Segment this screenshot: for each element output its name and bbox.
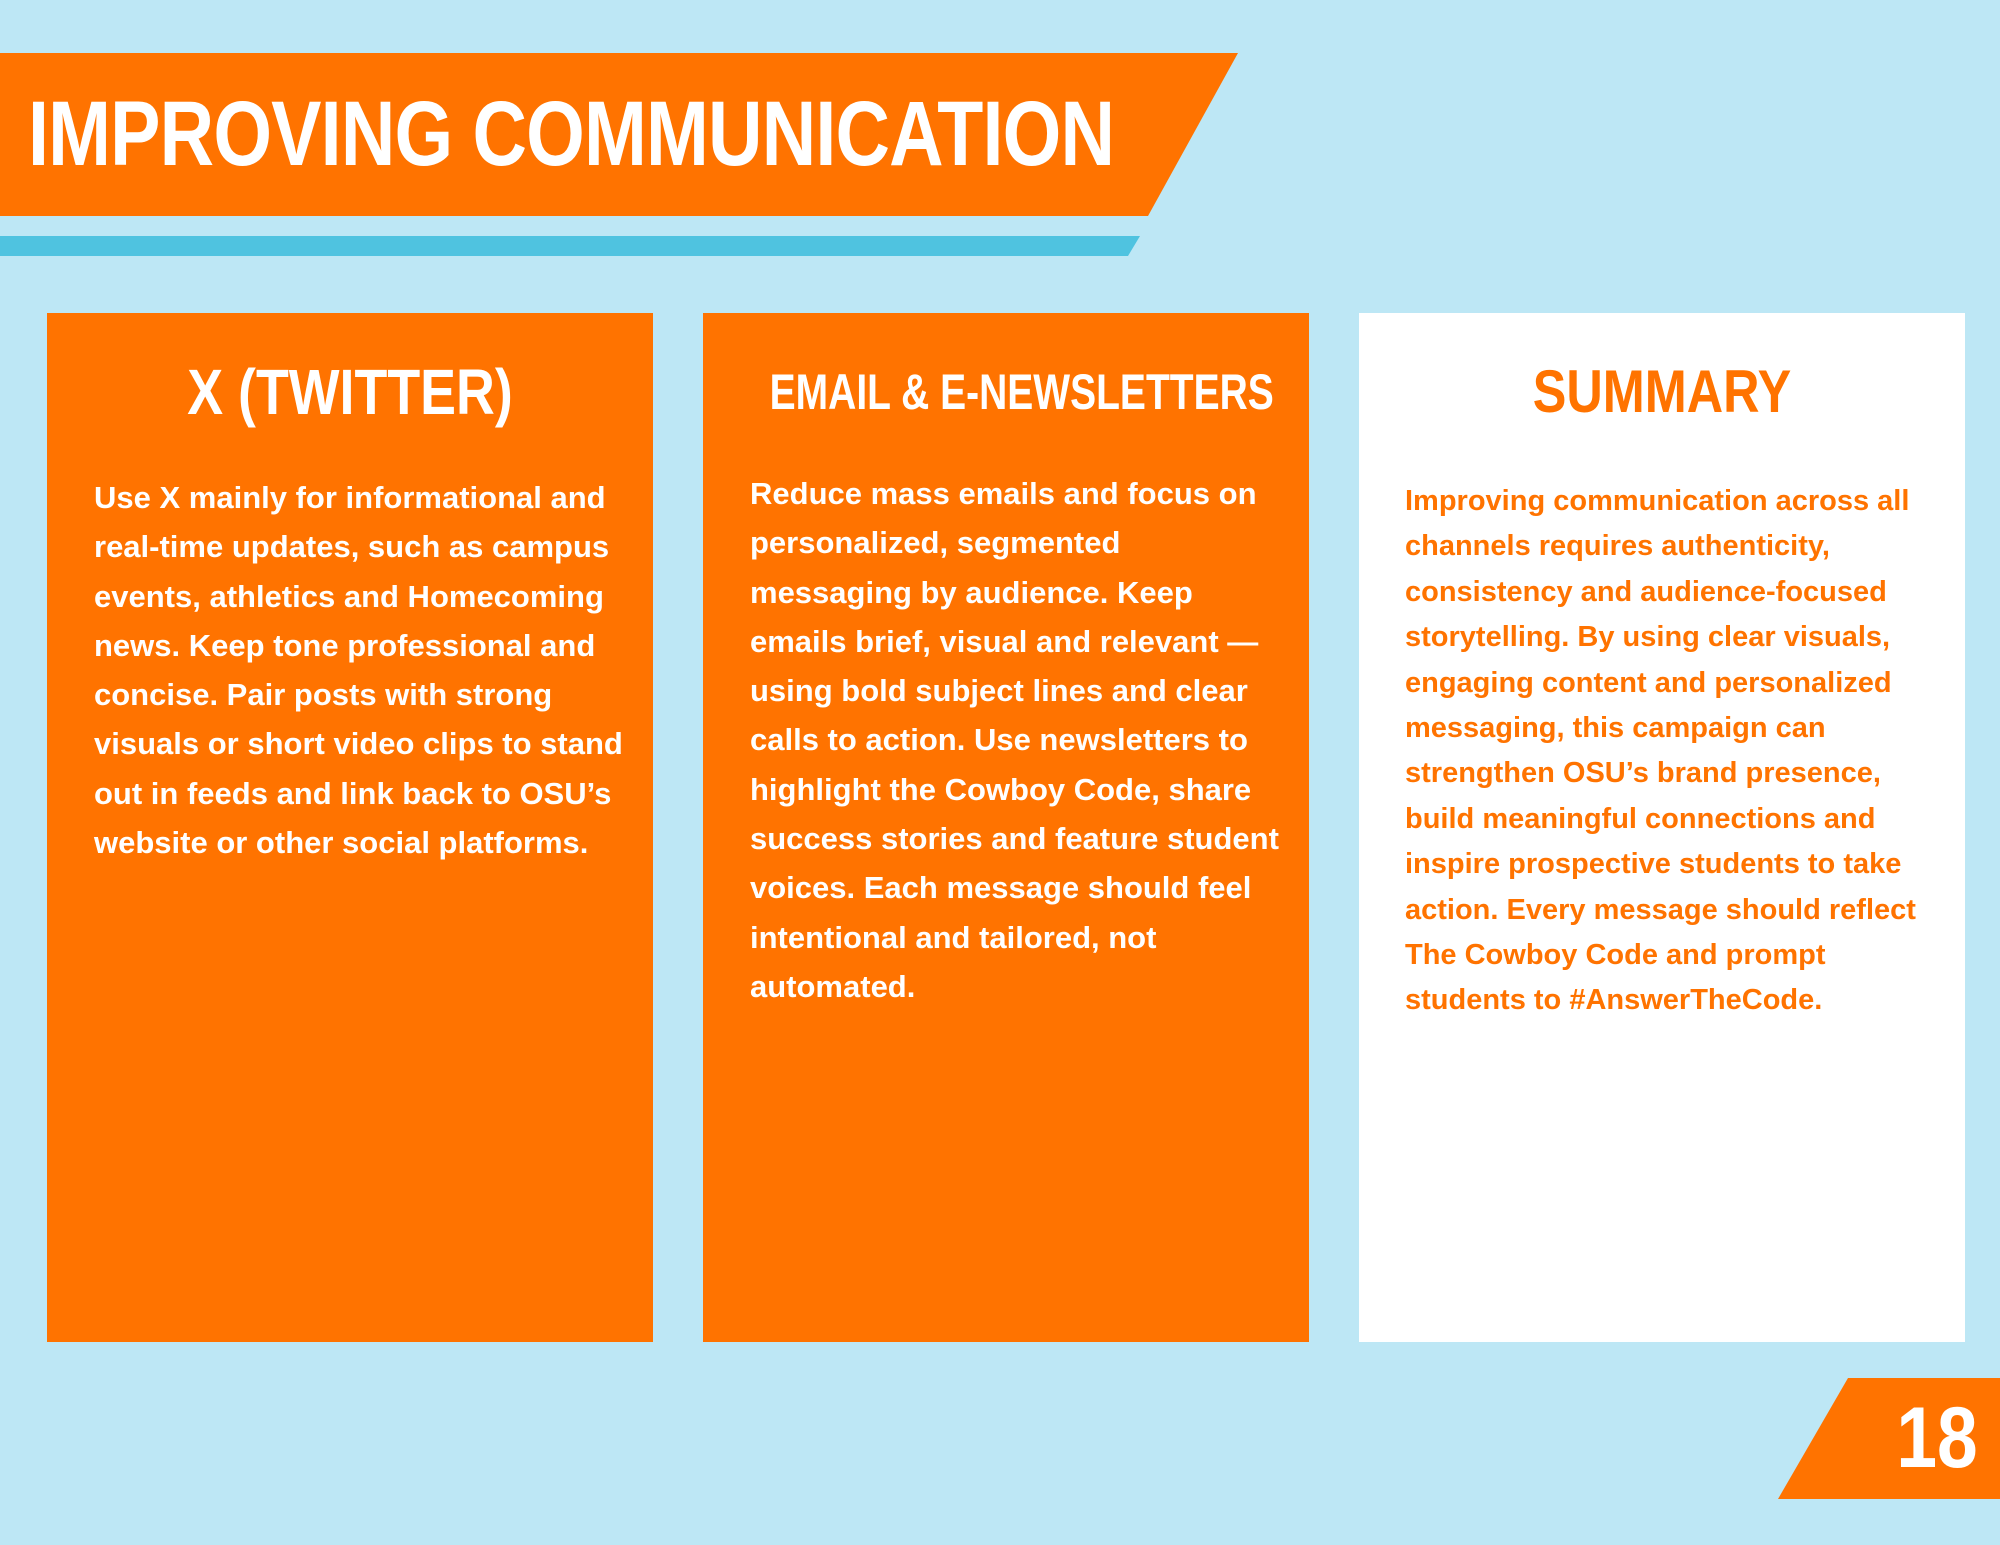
- card-body-twitter: Use X mainly for informational and real-time updates, such as campus events, athletics and Homecoming news. Keep tone professional and concise. Pair posts with strong visuals or short video clips to stand out in feeds and link back to OSU’s website or other social platforms.: [94, 480, 623, 861]
- card-body-summary: Improving communication across all channels requires authenticity, consistency and audience-focused storytelling. By using clear visuals, engaging content and personalized messaging, this campaign can strengthen OSU’s brand presence, build meaningful connections and inspire prospective students to take action. Every message should reflect The Cowboy Code and prompt students to #AnswerTheCode.: [1405, 485, 1916, 1017]
- page-number: 18: [1896, 1390, 1978, 1486]
- card-twitter: [47, 313, 653, 1342]
- card-heading-email-newsletters: EMAIL & E-NEWSLETTERS: [769, 364, 1274, 420]
- page-number-badge: [1778, 1378, 2000, 1499]
- card-heading-twitter: X (TWITTER): [187, 356, 513, 428]
- card-body-email-newsletters: Reduce mass emails and focus on personalized, segmented messaging by audience. Keep emails brief, visual and relevant — using bold subject lines and clear calls to action. Use newsletters to highlight the Cowboy Code, share success stories and feature student voices. Each message should feel intentional and tailored, not automated.: [750, 476, 1279, 1004]
- card-email-newsletters: [703, 313, 1309, 1342]
- title-accent-stripe: [0, 236, 1140, 256]
- title-banner: [0, 53, 1238, 216]
- card-heading-summary: SUMMARY: [1532, 358, 1792, 425]
- page-title: IMPROVING COMMUNICATION: [28, 83, 1115, 185]
- card-summary: [1359, 313, 1965, 1342]
